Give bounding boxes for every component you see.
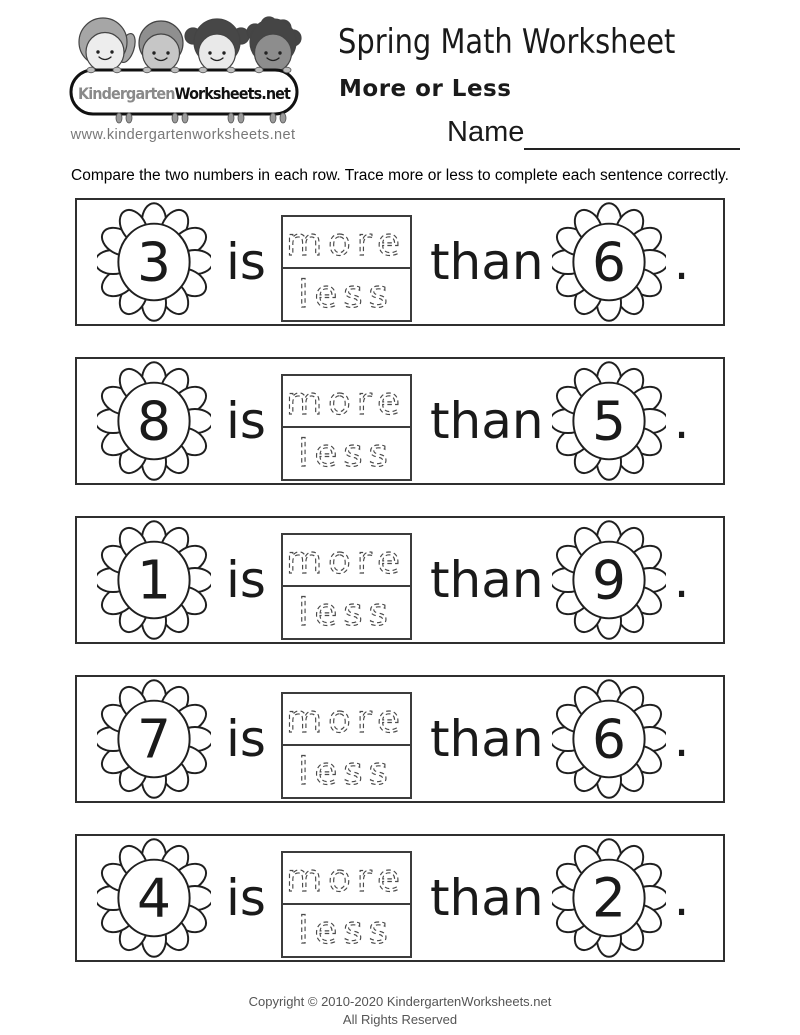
more-less-box: [281, 851, 412, 958]
word-is: is: [226, 233, 266, 291]
name-write-line[interactable]: [524, 114, 740, 150]
word-than: than: [429, 233, 544, 291]
word-is: is: [226, 869, 266, 927]
trace-more-cell[interactable]: [283, 853, 410, 903]
flower-icon: [552, 679, 666, 799]
trace-word-more: more: [286, 697, 406, 741]
trace-word-more: more: [286, 538, 406, 582]
rights-line: All Rights Reserved: [342, 1012, 458, 1028]
flower-icon: [97, 202, 211, 322]
right-number: 6: [591, 707, 626, 771]
right-number: 6: [591, 230, 626, 294]
worksheet-rows: [75, 198, 725, 962]
left-number: 4: [137, 866, 171, 930]
name-field-row: [447, 114, 740, 150]
period: .: [673, 233, 690, 291]
word-than: than: [429, 869, 544, 927]
word-is: is: [226, 392, 266, 450]
trace-less-cell[interactable]: [283, 744, 410, 797]
flower-icon: [97, 361, 211, 481]
trace-more-cell[interactable]: [283, 217, 410, 267]
flower-icon: [552, 361, 666, 481]
trace-less-cell[interactable]: [283, 585, 410, 638]
right-number: 5: [591, 389, 626, 453]
trace-more-cell[interactable]: [283, 535, 410, 585]
logo-kids-illustration: [56, 12, 312, 126]
word-than: than: [429, 710, 544, 768]
left-number: 1: [137, 548, 171, 612]
trace-less-cell[interactable]: [283, 267, 410, 320]
trace-word-less: less: [298, 431, 394, 475]
flower-icon: [97, 838, 211, 958]
more-less-box: [281, 374, 412, 481]
flower-icon: [97, 520, 211, 640]
page-subtitle: More or Less: [339, 76, 512, 102]
trace-word-less: less: [298, 272, 394, 316]
trace-word-less: less: [298, 590, 394, 634]
flower-icon: [552, 520, 666, 640]
word-is: is: [226, 551, 266, 609]
page-title: Spring Math Worksheet: [338, 22, 676, 62]
trace-word-more: more: [286, 379, 406, 423]
worksheet-row: [75, 357, 725, 485]
period: .: [673, 869, 690, 927]
more-less-box: [281, 533, 412, 640]
more-less-box: [281, 215, 412, 322]
trace-word-more: more: [286, 856, 406, 900]
trace-less-cell[interactable]: [283, 426, 410, 479]
copyright-line: Copyright © 2010-2020 KindergartenWorksheets.net: [248, 994, 552, 1009]
left-number: 8: [137, 389, 171, 453]
word-than: than: [429, 551, 544, 609]
worksheet-header: [0, 0, 800, 163]
left-number: 7: [137, 707, 171, 771]
flower-icon: [552, 838, 666, 958]
worksheet-row: [75, 834, 725, 962]
instructions-text: Compare the two numbers in each row. Trace more or less to complete each sentence correctly.: [71, 167, 729, 184]
worksheet-row: [75, 198, 725, 326]
right-number: 2: [591, 866, 626, 930]
word-is: is: [226, 710, 266, 768]
period: .: [673, 392, 690, 450]
trace-word-less: less: [298, 908, 394, 952]
logo-banner-text: KindergartenWorksheets.net: [78, 84, 303, 103]
period: .: [673, 710, 690, 768]
trace-word-more: more: [286, 220, 406, 264]
copyright-footer: [0, 993, 800, 1029]
period: .: [673, 551, 690, 609]
right-number: 9: [591, 548, 626, 612]
trace-more-cell[interactable]: [283, 376, 410, 426]
left-number: 3: [137, 230, 171, 294]
trace-word-less: less: [298, 749, 394, 793]
word-than: than: [429, 392, 544, 450]
flower-icon: [552, 202, 666, 322]
worksheet-row: [75, 516, 725, 644]
more-less-box: [281, 692, 412, 799]
website-url: www.kindergartenworksheets.net: [70, 127, 296, 143]
trace-more-cell[interactable]: [283, 694, 410, 744]
trace-less-cell[interactable]: [283, 903, 410, 956]
worksheet-row: [75, 675, 725, 803]
flower-icon: [97, 679, 211, 799]
name-label: Name: [447, 116, 525, 148]
